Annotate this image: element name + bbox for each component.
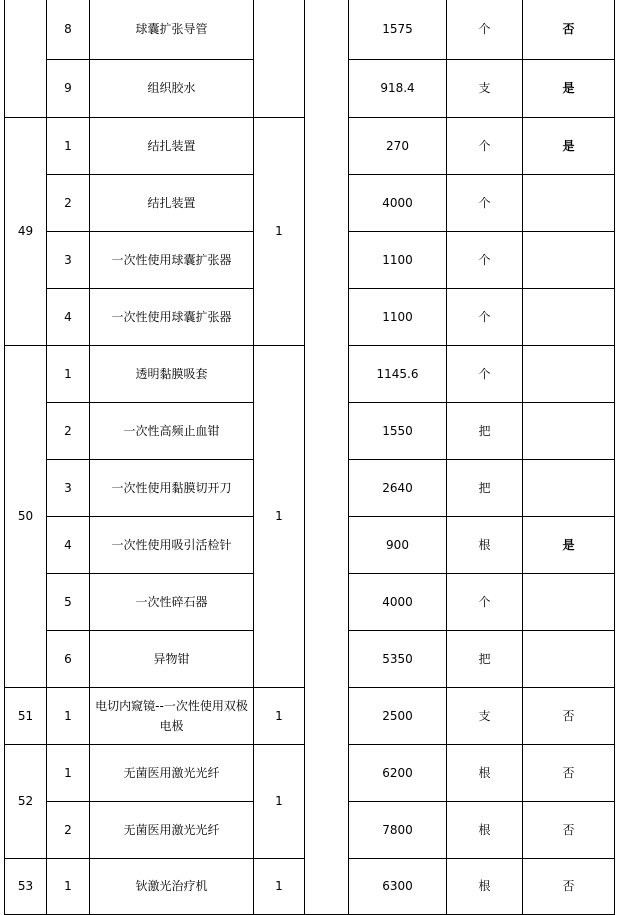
name-cell: 结扎装置 — [90, 117, 254, 174]
unit-cell: 根 — [447, 801, 523, 858]
table-row — [5, 0, 615, 59]
seq-cell: 2 — [47, 402, 90, 459]
unit-cell: 根 — [447, 516, 523, 573]
price-cell: 2500 — [349, 687, 447, 744]
unit-cell: 个 — [447, 573, 523, 630]
seq-cell: 6 — [47, 630, 90, 687]
price-cell: 900 — [349, 516, 447, 573]
group-cell: 49 — [5, 117, 47, 345]
price-cell: 4000 — [349, 573, 447, 630]
qty-cell: 1 — [254, 687, 305, 744]
unit-cell: 个 — [447, 288, 523, 345]
name-cell: 异物钳 — [90, 630, 254, 687]
name-cell: 球囊扩张导管 — [90, 0, 254, 59]
flag-cell — [523, 345, 615, 402]
seq-cell: 4 — [47, 516, 90, 573]
seq-cell: 3 — [47, 231, 90, 288]
price-cell: 1575 — [349, 0, 447, 59]
price-cell: 1100 — [349, 288, 447, 345]
name-cell: 无菌医用激光光纤 — [90, 801, 254, 858]
name-cell: 一次性使用球囊扩张器 — [90, 231, 254, 288]
seq-cell: 2 — [47, 174, 90, 231]
group-cell: 50 — [5, 345, 47, 687]
flag-cell: 否 — [523, 0, 615, 59]
price-cell: 5350 — [349, 630, 447, 687]
name-cell: 组织胶水 — [90, 59, 254, 117]
unit-cell: 把 — [447, 630, 523, 687]
seq-cell: 1 — [47, 687, 90, 744]
group-cell: 52 — [5, 744, 47, 858]
qty-cell: 1 — [254, 858, 305, 914]
price-cell: 918.4 — [349, 59, 447, 117]
flag-cell — [523, 231, 615, 288]
seq-cell: 1 — [47, 858, 90, 914]
flag-cell — [523, 573, 615, 630]
group-cell — [5, 0, 47, 117]
seq-cell: 2 — [47, 801, 90, 858]
price-cell: 270 — [349, 117, 447, 174]
flag-cell: 是 — [523, 516, 615, 573]
seq-cell: 5 — [47, 573, 90, 630]
qty-cell: 1 — [254, 117, 305, 345]
seq-cell: 1 — [47, 744, 90, 801]
unit-cell: 根 — [447, 744, 523, 801]
consumables-table — [4, 0, 615, 915]
flag-cell: 是 — [523, 117, 615, 174]
name-cell: 电切内窥镜--一次性使用双极电极 — [90, 687, 254, 744]
name-cell: 一次性碎石器 — [90, 573, 254, 630]
seq-cell: 8 — [47, 0, 90, 59]
price-cell: 1550 — [349, 402, 447, 459]
name-cell: 一次性使用吸引活检针 — [90, 516, 254, 573]
qty-cell: 1 — [254, 744, 305, 858]
unit-cell: 个 — [447, 0, 523, 59]
name-cell: 一次性使用黏膜切开刀 — [90, 459, 254, 516]
flag-cell: 否 — [523, 858, 615, 914]
seq-cell: 4 — [47, 288, 90, 345]
unit-cell: 把 — [447, 459, 523, 516]
flag-cell — [523, 459, 615, 516]
unit-cell: 支 — [447, 687, 523, 744]
price-cell: 4000 — [349, 174, 447, 231]
price-cell: 2640 — [349, 459, 447, 516]
name-cell: 钬激光治疗机 — [90, 858, 254, 914]
flag-cell: 否 — [523, 744, 615, 801]
unit-cell: 根 — [447, 858, 523, 914]
unit-cell: 个 — [447, 231, 523, 288]
name-cell: 一次性高频止血钳 — [90, 402, 254, 459]
flag-cell — [523, 402, 615, 459]
flag-cell: 否 — [523, 687, 615, 744]
unit-cell: 个 — [447, 117, 523, 174]
blank-column-cell — [305, 0, 349, 914]
flag-cell: 否 — [523, 801, 615, 858]
unit-cell: 把 — [447, 402, 523, 459]
seq-cell: 1 — [47, 345, 90, 402]
group-cell: 53 — [5, 858, 47, 914]
name-cell: 无菌医用激光光纤 — [90, 744, 254, 801]
document-page — [4, 0, 615, 915]
seq-cell: 9 — [47, 59, 90, 117]
name-cell: 一次性使用球囊扩张器 — [90, 288, 254, 345]
flag-cell — [523, 174, 615, 231]
price-cell: 1145.6 — [349, 345, 447, 402]
price-cell: 7800 — [349, 801, 447, 858]
qty-cell: 1 — [254, 345, 305, 687]
name-cell: 结扎装置 — [90, 174, 254, 231]
seq-cell: 3 — [47, 459, 90, 516]
flag-cell — [523, 288, 615, 345]
qty-cell — [254, 0, 305, 117]
name-cell: 透明黏膜吸套 — [90, 345, 254, 402]
price-cell: 1100 — [349, 231, 447, 288]
unit-cell: 个 — [447, 345, 523, 402]
seq-cell: 1 — [47, 117, 90, 174]
price-cell: 6300 — [349, 858, 447, 914]
flag-cell — [523, 630, 615, 687]
group-cell: 51 — [5, 687, 47, 744]
price-cell: 6200 — [349, 744, 447, 801]
unit-cell: 个 — [447, 174, 523, 231]
flag-cell: 是 — [523, 59, 615, 117]
unit-cell: 支 — [447, 59, 523, 117]
